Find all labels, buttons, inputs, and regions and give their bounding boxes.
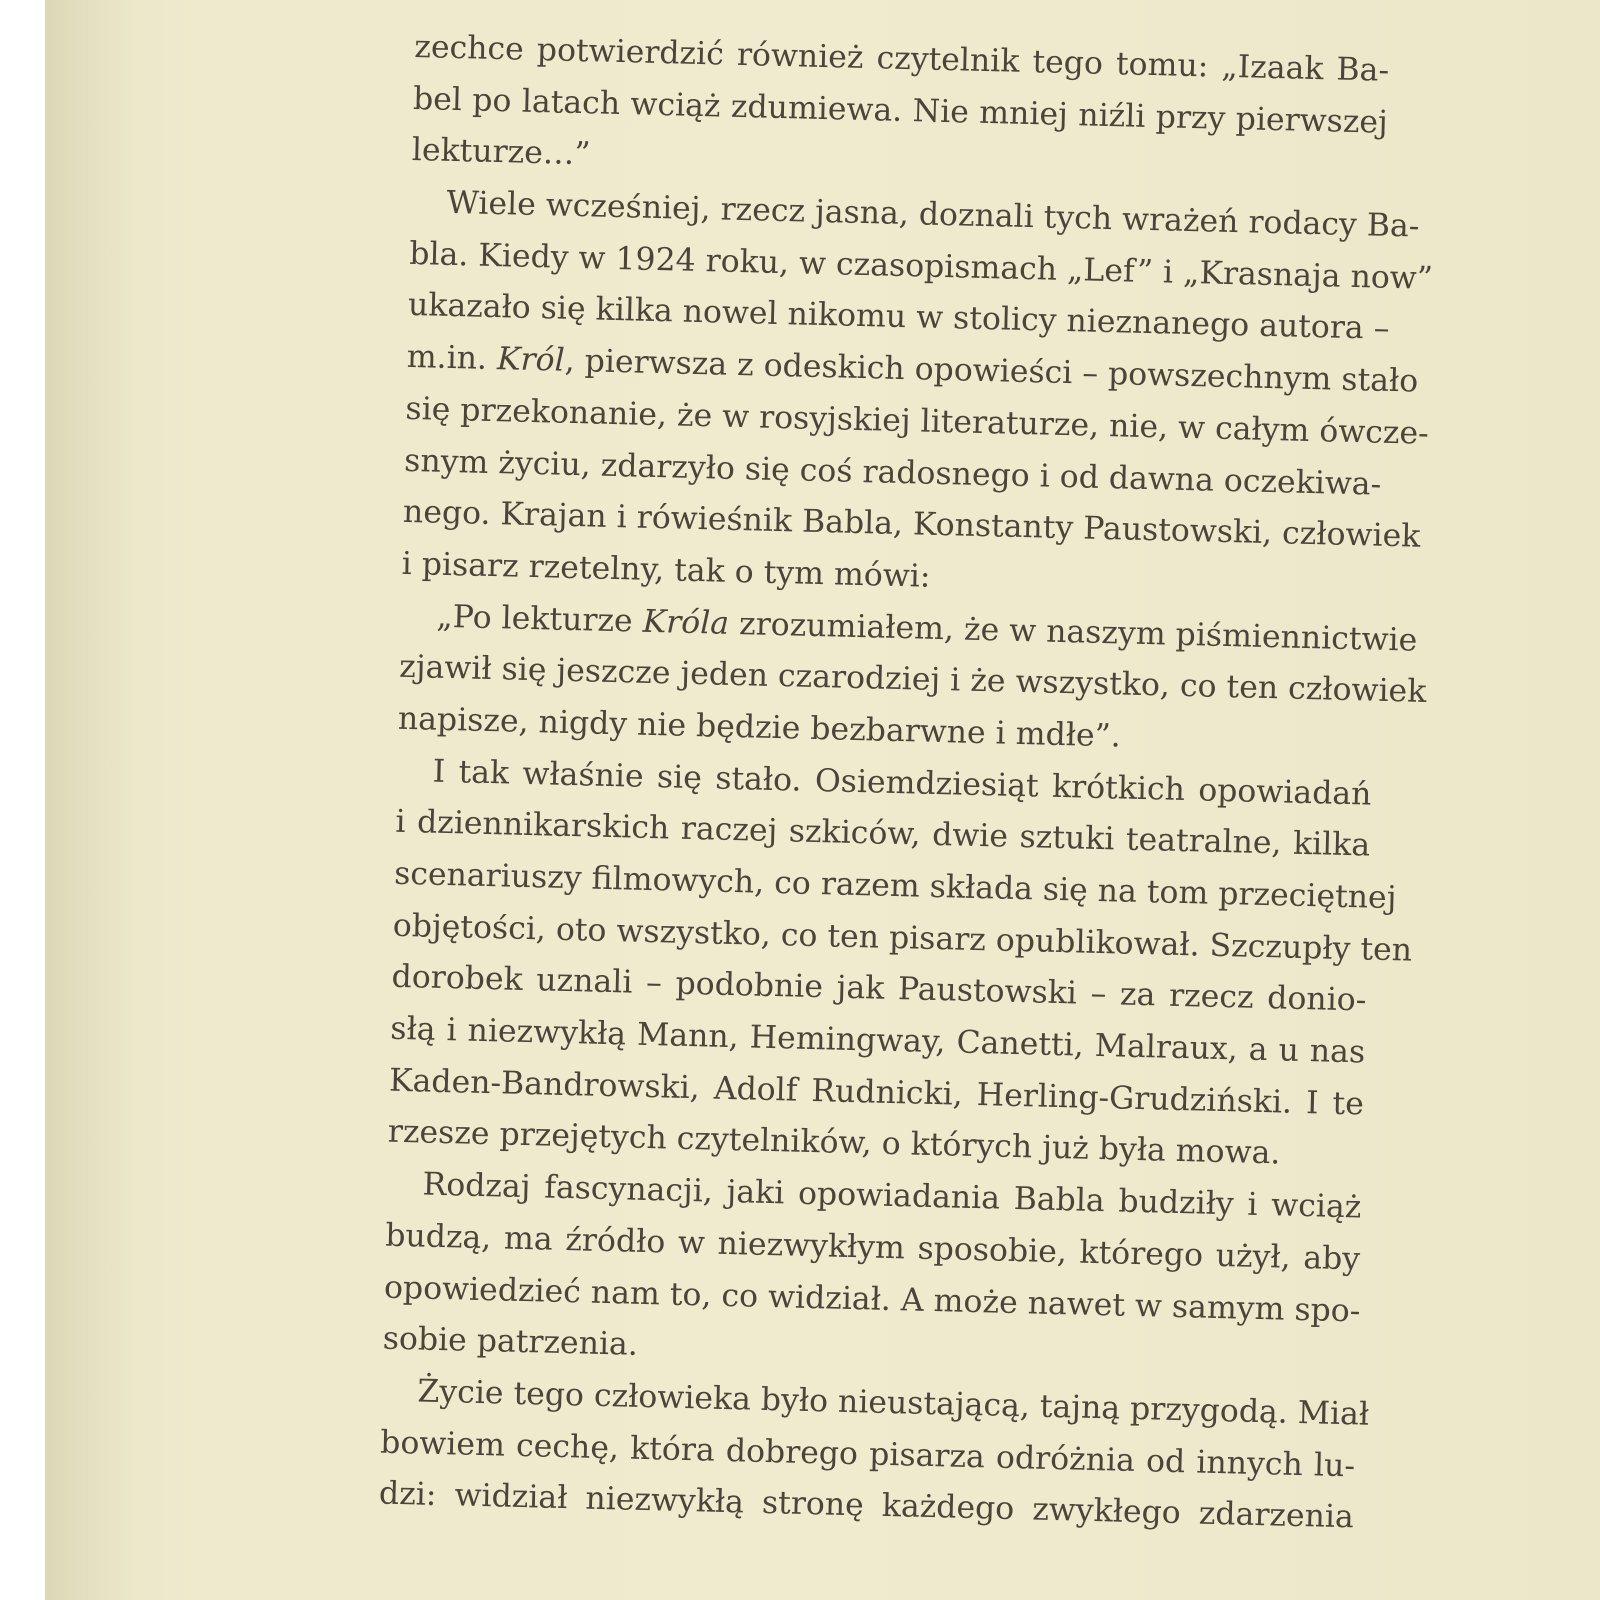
page-text-block — [378, 22, 1434, 1544]
text-line: scenariuszy filmowych, co razem składa się na tom przeciętnej — [393, 855, 1397, 917]
text-line: ukazało się kilka nowel nikomu w stolicy nieznanego autora – — [407, 287, 1390, 348]
text-line: „Po lekturze Króla zrozumiałem, że w naszym piśmiennictwie — [436, 598, 1418, 659]
text-line: Rodzaj fascynacji, jaki opowiadania Babla budziły i wciąż — [422, 1166, 1362, 1226]
text-line: bla. Kiedy w 1924 roku, w czasopismach „Lef” i „Krasnaja now” — [408, 235, 1434, 297]
text-line: bowiem cechę, która dobrego pisarza odróżnia od innych lu- — [379, 1424, 1356, 1484]
text-line: objętości, oto wszystko, co ten pisarz opublikował. Szczupły ten — [392, 907, 1413, 969]
text-line: m.in. Król, pierwsza z odeskich opowieści – powszechnym stało — [406, 339, 1419, 400]
paragraph — [378, 1365, 1370, 1544]
text-line: lekturze…” — [411, 132, 591, 173]
text-line: snym życiu, zdarzyło się coś radosnego i od dawna oczekiwa- — [403, 442, 1382, 503]
paragraph — [411, 22, 1389, 201]
italic-title: Króla — [642, 603, 730, 642]
paragraph — [397, 590, 1427, 769]
text-line: dorobek uznali – podobnie jak Paustowski – za rzecz donio- — [391, 959, 1367, 1019]
text-line: dzi: widział niezwykłą stronę każdego zwykłego zdarzenia — [378, 1475, 1355, 1536]
text-line: zjawił się jeszcze jeden czarodziej i że wszystko, co ten człowiek — [398, 649, 1427, 711]
text-line: bel po latach wciąż zdumiewa. Nie mniej niźli przy pierwszej — [412, 80, 1389, 141]
text-line: Wiele wcześniej, rzecz jasna, doznali tych wrażeń rodacy Ba- — [446, 184, 1420, 245]
text-line: i pisarz rzetelny, tak o tym mówi: — [401, 545, 931, 595]
paragraph — [382, 1159, 1362, 1390]
text-line: I tak właśnie się stało. Osiemdziesiąt krótkich opowiadań — [432, 753, 1372, 813]
text-line: sobie patrzenia. — [382, 1320, 639, 1364]
text-line: Kaden-Bandrowski, Adolf Rudnicki, Herling-Grudziński. I te — [388, 1062, 1365, 1123]
text-line: napisze, nigdy nie będzie bezbarwne i mdłe”. — [397, 700, 1122, 755]
text-line: opowiedzieć nam to, co widział. A może nawet w samym spo- — [383, 1269, 1361, 1329]
text-line: budzą, ma źródło w niezwykłym sposobie, którego użył, aby — [384, 1217, 1361, 1278]
paragraph — [387, 745, 1413, 1182]
book-page — [45, 0, 1600, 1600]
text-line: zechce potwierdzić również czytelnik tego tomu: „Izaak Ba- — [413, 28, 1390, 89]
text-line: i dziennikarskich raczej szkiców, dwie sztuki teatralne, kilka — [395, 804, 1371, 864]
text-line: się przekonanie, że w rosyjskiej literaturze, nie, w całym ówcze- — [405, 390, 1430, 452]
text-line: słą i niezwykłą Mann, Hemingway, Canetti, Malraux, a u nas — [389, 1010, 1366, 1071]
text-line: rzesze przejętych czytelników, o których już była mowa. — [387, 1114, 1281, 1172]
text-line: nego. Krajan i rówieśnik Babla, Konstanty Paustowski, człowiek — [402, 494, 1421, 555]
italic-title: Król — [496, 341, 566, 379]
text-line: Życie tego człowieka było nieustającą, tajną przygodą. Miał — [417, 1373, 1370, 1433]
paragraph — [401, 177, 1434, 614]
